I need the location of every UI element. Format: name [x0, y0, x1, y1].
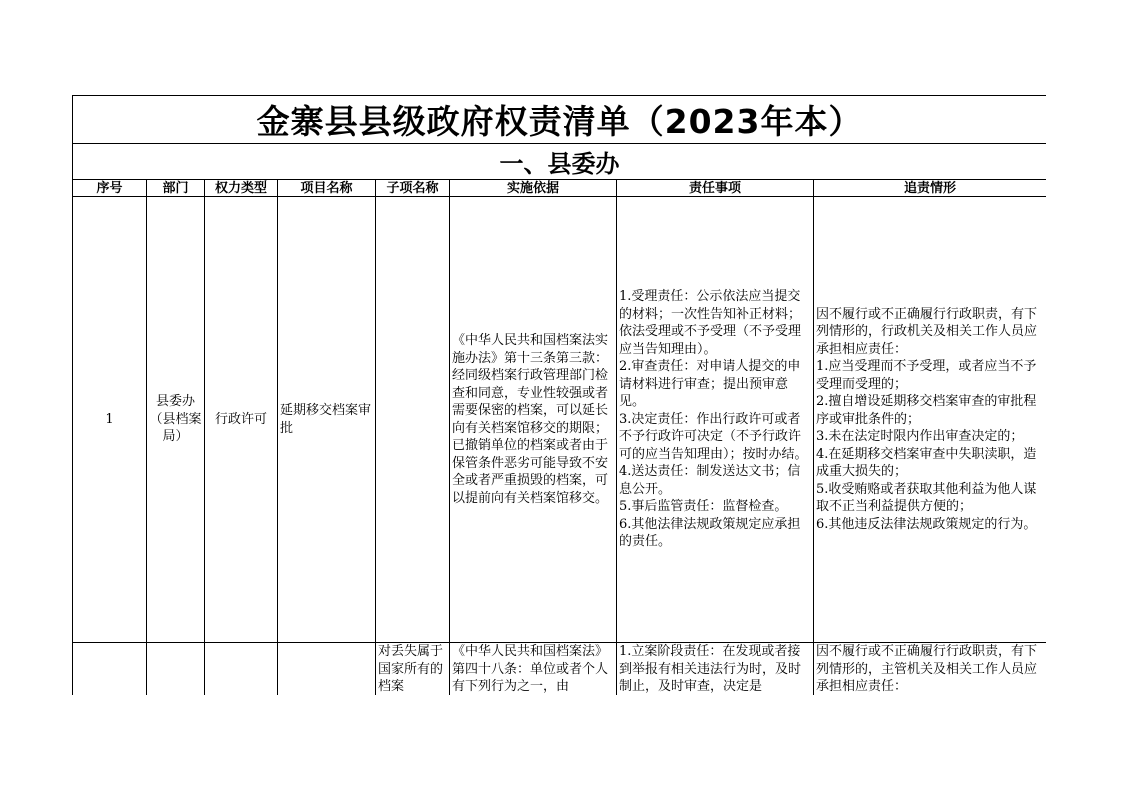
document-title: 金寨县县级政府权责清单（2023年本） [73, 96, 1047, 144]
table-row [73, 643, 1047, 696]
column-header-account: 追责情形 [814, 180, 1047, 197]
cell-duty: 1.受理责任：公示依法应当提交的材料；一次性告知补正材料；依法受理或不予受理（不予受理应当告知理由）。 2.审查责任：对申请人提交的申请材料进行审查；提出预审意见。 3.决定责任：作出行政许可或者不予行政许可决定（不予行政许可的应当告知理由）；按时办结。 4.送达责任：制发送达文书；信息公开。 5.事后监管责任：监督检查。 6.其他法律法规政策规定应承担的责任。 [617, 197, 814, 643]
cell-item [278, 643, 376, 696]
cell-duty: 1.立案阶段责任：在发现或者接到举报有相关违法行为时，及时制止，及时审查，决定是 [617, 643, 814, 696]
cell-basis: 《中华人民共和国档案法》第四十八条：单位或者个人有下列行为之一，由 [450, 643, 617, 696]
cell-basis: 《中华人民共和国档案法实施办法》第十三条第三款：经同级档案行政管理部门检查和同意，专业性较强或者需要保密的档案，可以延长向有关档案馆移交的期限；已撤销单位的档案或者由于保管条件恶劣可能导致不安全或者严重损毁的档案，可以提前向有关档案馆移交。 [450, 197, 617, 643]
column-header-type: 权力类型 [205, 180, 278, 197]
cell-account: 因不履行或不正确履行行政职责，有下列情形的，行政机关及相关工作人员应承担相应责任： 1.应当受理而不予受理，或者应当不予受理而受理的； 2.擅自增设延期移交档案审查的审批程序或审批条件的； 3.未在法定时限内作出审查决定的； 4.在延期移交档案审查中失职渎职，造成重大损失的； 5.收受贿赂或者获取其他利益为他人谋取不正当利益提供方便的； 6.其他违反法律法规政策规定的行为。 [814, 197, 1047, 643]
responsibility-table [72, 95, 1046, 695]
cell-account: 因不履行或不正确履行行政职责，有下列情形的，主管机关及相关工作人员应承担相应责任： [814, 643, 1047, 696]
column-header-dept: 部门 [147, 180, 205, 197]
column-header-item: 项目名称 [278, 180, 376, 197]
section-heading: 一、县委办 [73, 144, 1047, 180]
column-header-basis: 实施依据 [450, 180, 617, 197]
cell-item: 延期移交档案审批 [278, 197, 376, 643]
cell-type: 行政许可 [205, 197, 278, 643]
table-row [73, 197, 1047, 643]
column-header-seq: 序号 [73, 180, 147, 197]
cell-dept [147, 643, 205, 696]
column-header-duty: 责任事项 [617, 180, 814, 197]
cell-subitem: 对丢失属于国家所有的档案 [376, 643, 450, 696]
header-row [73, 180, 1047, 197]
column-header-subitem: 子项名称 [376, 180, 450, 197]
cell-subitem [376, 197, 450, 643]
cell-dept: 县委办（县档案局） [147, 197, 205, 643]
cell-seq [73, 643, 147, 696]
cell-seq: 1 [73, 197, 147, 643]
cell-type [205, 643, 278, 696]
document-sheet [72, 95, 1046, 695]
